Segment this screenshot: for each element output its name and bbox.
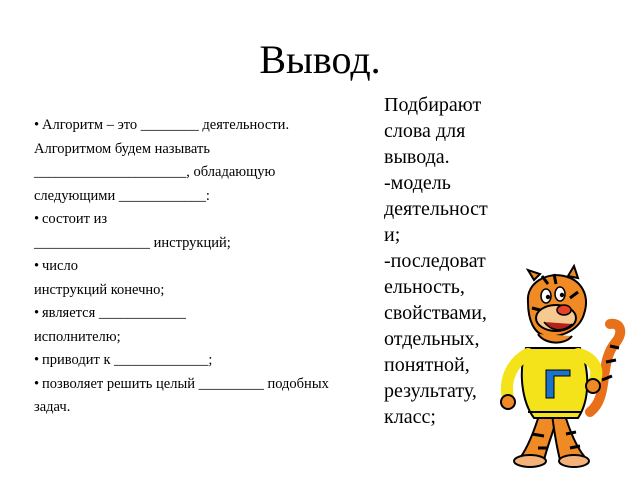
left-line-4	[34, 185, 384, 209]
right-line-9: свойствами,	[384, 302, 487, 324]
bullet-icon: •	[34, 375, 40, 392]
right-line-8: ельность,	[384, 276, 465, 298]
right-line-1: Подбирают	[384, 94, 482, 116]
bullet-icon: •	[34, 117, 40, 133]
bullet-icon: •	[34, 352, 40, 368]
right-line-4: -модель	[384, 172, 451, 194]
left-line-text: приводит к _____________;	[42, 352, 213, 368]
right-line-2: слова для	[384, 120, 466, 142]
left-line-8	[34, 279, 384, 303]
left-line-2	[34, 138, 384, 162]
left-line-text: следующими ____________:	[34, 187, 210, 204]
right-line-10: отдельных,	[384, 328, 480, 350]
left-line-text: задач.	[34, 399, 71, 415]
left-line-text: состоит из	[42, 211, 108, 227]
right-line-13: класс;	[384, 406, 436, 428]
left-text-block	[34, 114, 384, 420]
bullet-icon: •	[34, 258, 40, 274]
right-line-3: вывода.	[384, 146, 450, 168]
left-line-text: исполнителю;	[34, 328, 121, 345]
slide-title: Вывод.	[259, 37, 381, 82]
left-line-10	[34, 326, 384, 350]
bullet-icon: •	[34, 211, 40, 227]
right-line-6: и;	[384, 224, 401, 246]
left-line-text: число	[42, 258, 78, 274]
left-line-13	[34, 396, 384, 420]
left-line-text: _____________________, обладающую	[34, 164, 276, 180]
tigger-cartoon-illustration	[498, 262, 628, 470]
left-line-9	[34, 302, 384, 326]
left-line-5	[34, 208, 384, 232]
left-line-text: Алгоритмом будем называть	[34, 140, 210, 157]
left-line-11	[34, 349, 384, 373]
right-line-7: -последоват	[384, 250, 486, 272]
left-line-text: Алгоритм – это ________ деятельности.	[42, 117, 290, 133]
left-line-text: позволяет решить целый _________ подобных	[42, 375, 329, 392]
left-line-text: ________________ инструкций;	[34, 234, 231, 251]
left-line-6	[34, 232, 384, 256]
left-line-7	[34, 255, 384, 279]
right-line-12: результату,	[384, 380, 477, 402]
right-line-5: деятельност	[384, 198, 488, 220]
right-line-11: понятной,	[384, 354, 470, 376]
left-line-3	[34, 161, 384, 185]
bullet-icon: •	[34, 305, 40, 321]
left-line-text: является ____________	[42, 305, 186, 321]
left-line-text: инструкций конечно;	[34, 281, 165, 298]
left-line-1	[34, 114, 384, 138]
left-line-12	[34, 373, 384, 397]
